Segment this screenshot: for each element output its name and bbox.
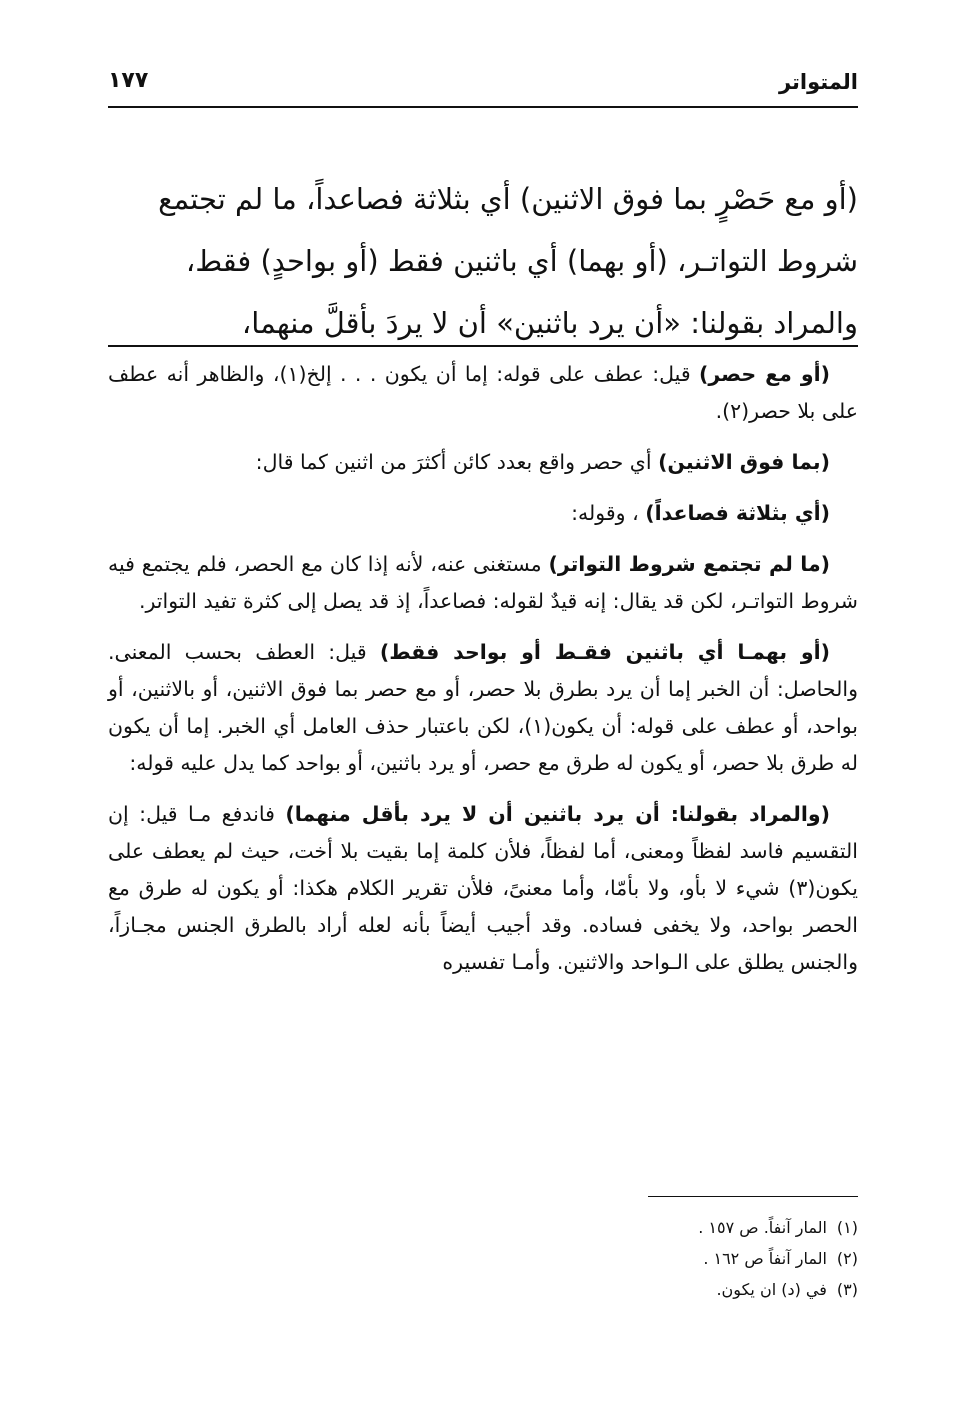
- page-number: ١٧٧: [108, 68, 149, 93]
- commentary-text: قيل: العطف بحسب المعنى. والحاصل: أن الخبر إما أن يرد بطرق بلا حصر، أو مع حصر بما فوق الاثنين، أو بالاثنين، أو بواحد، أو عطف على قوله: أن يكون(١)، لكن باعتبار حذف العامل أي الخبر. إما أن يكون له طرق بلا حصر، أو يكون له طرق مع حصر، أو يرد باثنين، أو بواحد كما يدل عليه قوله:: [108, 640, 858, 775]
- main-text: [108, 168, 858, 354]
- footnote-rule: [648, 1196, 858, 1197]
- commentary-paragraph: [108, 444, 858, 481]
- footnote-number: (٢): [836, 1249, 858, 1268]
- commentary-paragraph: [108, 796, 858, 981]
- footnote: [300, 1212, 858, 1243]
- main-text-line: شروط التواتـر، (أو بهما) أي باثنين فقط (أو بواحدٍ) فقط،: [185, 244, 858, 278]
- footnote-text: المار آنفاً. ص ١٥٧ .: [698, 1218, 827, 1237]
- lemma: (والمراد بقولنا: أن يرد باثنين أن لا يرد بأقل منهما): [285, 802, 830, 826]
- main-text-line: (أو مع حَصْرٍ بما فوق الاثنين) أي بثلاثة فصاعداً، ما لم تجتمع: [158, 182, 858, 216]
- footnote: [300, 1243, 858, 1274]
- commentary-text: مستغنى عنه، لأنه إذا كان مع الحصر، فلم يجتمع فيه شروط التواتـر، لكن قد يقال: إنه قيدٌ لقوله: فصاعداً، إذ قد يصل إلى كثرة تفيد التواتر.: [108, 552, 858, 613]
- footnote-text: في (د) ان يكون.: [716, 1280, 827, 1299]
- chapter-title: المتواتر: [778, 70, 858, 94]
- commentary-paragraph: [108, 634, 858, 782]
- footnote: [300, 1274, 858, 1305]
- commentary-text: أي حصر واقع بعدد كائن أكثرَ من اثنين كما قال:: [255, 450, 659, 474]
- commentary-text: ، وقوله:: [571, 501, 646, 525]
- commentary-paragraph: [108, 495, 858, 532]
- footnote-number: (٣): [836, 1280, 858, 1299]
- text-commentary-divider: [108, 345, 858, 347]
- lemma: (أو بهمـا أي باثنين فقـط أو بواحد فقط): [379, 640, 830, 664]
- lemma: (ما لم تجتمع شروط التواتر): [548, 552, 831, 576]
- commentary-text: فاندفع مـا قيل: إن التقسيم فاسد لفظاً ومعنى، أما لفظاً، فلأن كلمة إما بقيت بلا أخت، حيث لم يعطف على يكون(٣) شيء لا بأو، ولا بأمّا، وأما معنىً، فلأن تقرير الكلام هكذا: أو يكون له طرق مع الحصر بواحد، ولا يخفى فساده. وقد أجيب أيضاً بأنه لعله أراد بالطرق الجنس مجـازاً، والجنس يطلق على الـواحد والاثنين. وأمـا تفسيره: [108, 802, 858, 974]
- footnotes: [300, 1212, 858, 1305]
- lemma: (أو مع حصر): [699, 362, 830, 386]
- running-header: [108, 62, 858, 108]
- footnote-number: (١): [836, 1218, 858, 1237]
- footnote-text: المار آنفاً ص ١٦٢ .: [703, 1249, 827, 1268]
- lemma: (بما فوق الاثنين): [658, 450, 830, 474]
- commentary: [108, 356, 858, 995]
- commentary-paragraph: [108, 546, 858, 620]
- lemma: (أي بثلاثة فصاعداً): [645, 501, 830, 525]
- main-text-line: والمراد بقولنا: «أن يرد باثنين» أن لا يردَ بأقلَّ منهما،: [241, 306, 858, 340]
- commentary-text: قيل: عطف على قوله: إما أن يكون . . . إلخ(١)، والظاهر أنه عطف على بلا حصر(٢).: [108, 362, 858, 423]
- commentary-paragraph: [108, 356, 858, 430]
